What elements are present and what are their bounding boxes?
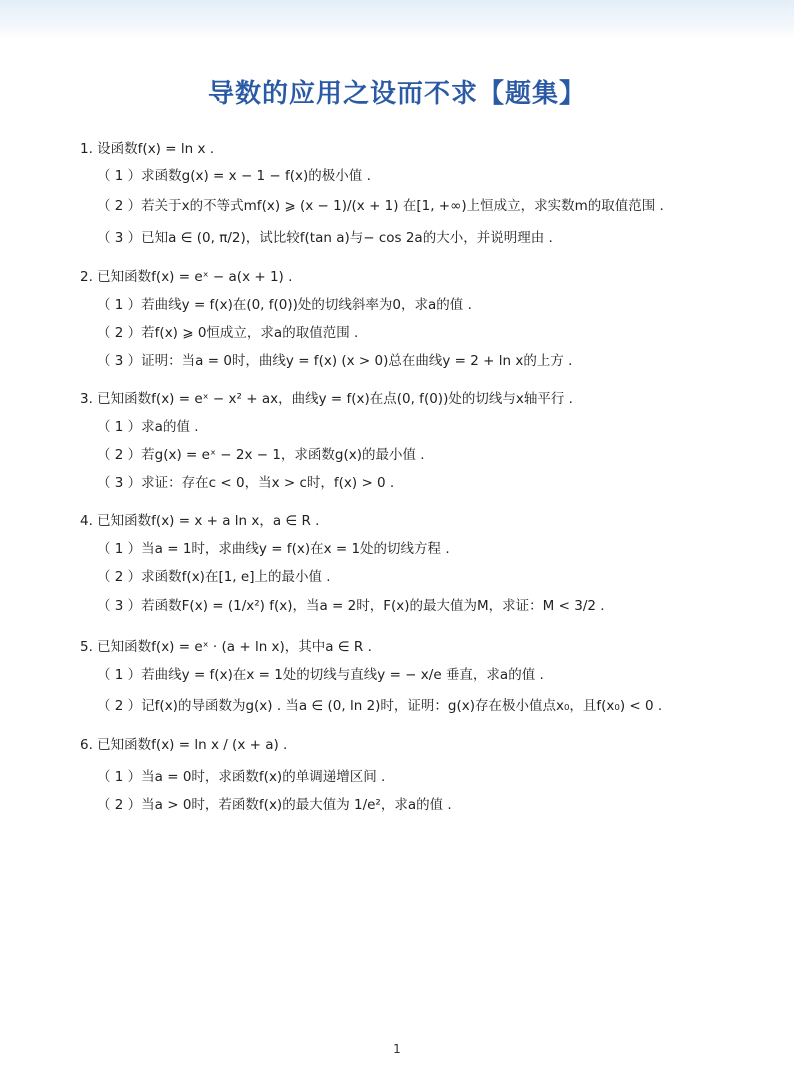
- problem-3-part-2: （ 2 ）若g(x) = eˣ − 2x − 1，求函数g(x)的最小值 .: [97, 447, 425, 463]
- problem-3-part-1: （ 1 ）求a的值 .: [97, 419, 199, 435]
- page-number: 1: [393, 1042, 401, 1056]
- problem-1-part-2: （ 2 ）若关于x的不等式mf(x) ⩾ (x − 1)/(x + 1) 在[1, +∞)上恒成立，求实数m的取值范围 .: [97, 198, 664, 214]
- problem-5-part-2: （ 2 ）记f(x)的导函数为g(x) . 当a ∈ (0, ln 2)时，证明：g(x)存在极小值点x₀，且f(x₀) < 0 .: [97, 698, 663, 714]
- problem-6-stem: 6. 已知函数f(x) = ln x / (x + a) .: [80, 737, 288, 753]
- problem-4-part-2: （ 2 ）求函数f(x)在[1, e]上的最小值 .: [97, 569, 331, 585]
- problem-1-stem: 1. 设函数f(x) = ln x .: [80, 141, 215, 157]
- problem-4-part-1: （ 1 ）当a = 1时，求曲线y = f(x)在x = 1处的切线方程 .: [97, 541, 450, 557]
- problem-1-part-3: （ 3 ）已知a ∈ (0, π/2)，试比较f(tan a)与− cos 2a的大小，并说明理由 .: [97, 230, 553, 246]
- problem-5-part-1: （ 1 ）若曲线y = f(x)在x = 1处的切线与直线y = − x/e 垂直，求a的值 .: [97, 667, 544, 683]
- problem-6-part-2: （ 2 ）当a > 0时，若函数f(x)的最大值为 1/e²，求a的值 .: [97, 797, 452, 813]
- problem-2-part-1: （ 1 ）若曲线y = f(x)在(0, f(0))处的切线斜率为0，求a的值 .: [97, 297, 472, 313]
- problem-3-stem: 3. 已知函数f(x) = eˣ − x² + ax，曲线y = f(x)在点(0, f(0))处的切线与x轴平行 .: [80, 391, 573, 407]
- page-title: 导数的应用之设而不求【题集】: [207, 79, 586, 109]
- problem-6-part-1: （ 1 ）当a = 0时，求函数f(x)的单调递增区间 .: [97, 769, 386, 785]
- problem-2-part-2: （ 2 ）若f(x) ⩾ 0恒成立，求a的取值范围 .: [97, 325, 359, 341]
- problem-4-part-3: （ 3 ）若函数F(x) = (1/x²) f(x)，当a = 2时，F(x)的最大值为M，求证：M < 3/2 .: [97, 598, 605, 614]
- problem-5-stem: 5. 已知函数f(x) = eˣ · (a + ln x)，其中a ∈ R .: [80, 639, 372, 655]
- problem-1-part-1: （ 1 ）求函数g(x) = x − 1 − f(x)的极小值 .: [97, 168, 371, 184]
- problem-2-stem: 2. 已知函数f(x) = eˣ − a(x + 1) .: [80, 269, 293, 285]
- problem-2-part-3: （ 3 ）证明：当a = 0时，曲线y = f(x) (x > 0)总在曲线y = 2 + ln x的上方 .: [97, 353, 573, 369]
- problem-3-part-3: （ 3 ）求证：存在c < 0，当x > c时，f(x) > 0 .: [97, 475, 395, 491]
- problem-4-stem: 4. 已知函数f(x) = x + a ln x，a ∈ R .: [80, 513, 320, 529]
- header-band: [0, 0, 794, 40]
